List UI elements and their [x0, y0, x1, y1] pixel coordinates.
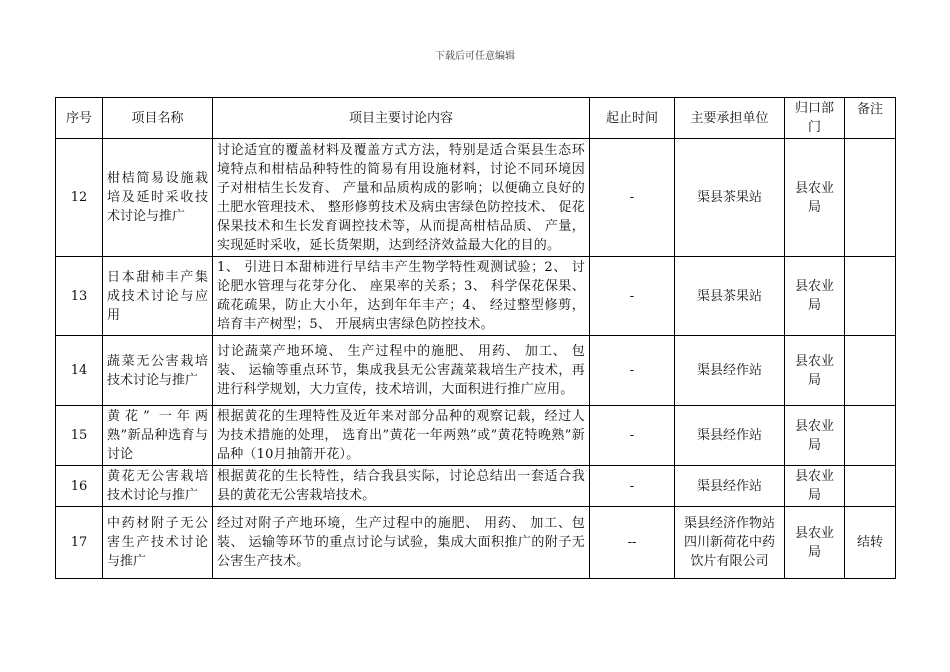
row-dept: 县农业局	[785, 466, 845, 507]
row-remark	[845, 336, 896, 406]
row-remark	[845, 466, 896, 507]
row-no: 17	[56, 507, 103, 579]
row-dept: 县农业局	[785, 507, 845, 579]
header-name: 项目名称	[103, 98, 213, 139]
row-period: --	[590, 507, 675, 579]
row-no: 15	[56, 406, 103, 466]
row-content: 根据黄花的生长特性，结合我县实际，讨论总结出一套适合我县的黄花无公害栽培技术。	[213, 466, 590, 507]
row-project-name: 黄花” 一年两熟”新品种选育与讨论	[103, 406, 213, 466]
header-remark: 备注	[845, 98, 896, 139]
row-project-name: 日本甜柿丰产集成技术讨论与应用	[103, 257, 213, 336]
row-remark	[845, 406, 896, 466]
row-period: -	[590, 257, 675, 336]
row-unit: 渠县经济作物站四川新荷花中药饮片有限公司	[675, 507, 785, 579]
row-dept: 县农业局	[785, 406, 845, 466]
row-period: -	[590, 466, 675, 507]
row-period: -	[590, 139, 675, 257]
row-content: 讨论适宜的覆盖材料及覆盖方式方法，特别是适合渠县生态环境特点和柑桔品种特性的简易有用设施材料，讨论不同环境因子对柑桔生长发育、 产量和品质构成的影响；以便确立良好的土肥水管理技术、 整形修剪技术及病虫害绿色防控技术、 促花保果技术和生长发育调控技术等，从而提高柑桔品质、 产量，实现延时采收，延长货架期，达到经济效益最大化的目的。	[213, 139, 590, 257]
row-project-name: 中药材附子无公害生产技术讨论与推广	[103, 507, 213, 579]
table-header-row	[56, 98, 896, 139]
row-project-name: 蔬菜无公害栽培技术讨论与推广	[103, 336, 213, 406]
row-period: -	[590, 406, 675, 466]
row-unit: 渠县茶果站	[675, 139, 785, 257]
header-unit: 主要承担单位	[675, 98, 785, 139]
row-remark	[845, 257, 896, 336]
row-content: 1、 引进日本甜柿进行早结丰产生物学特性观测试验；2、 讨论肥水管理与花芽分化、 座果率的关系；3、 科学保花保果、 疏花疏果，防止大小年，达到年年丰产；4、 经过整型修剪，培育丰产树型；5、 开展病虫害绿色防控技术。	[213, 257, 590, 336]
page-header-note: 下载后可任意编辑	[435, 51, 515, 62]
row-dept: 县农业局	[785, 336, 845, 406]
row-project-name: 黄花无公害栽培技术讨论与推广	[103, 466, 213, 507]
header-dept: 归口部门	[785, 98, 845, 139]
table-row	[56, 257, 896, 336]
table-row	[56, 336, 896, 406]
row-no: 13	[56, 257, 103, 336]
row-dept: 县农业局	[785, 139, 845, 257]
row-project-name: 柑桔简易设施栽培及延时采收技术讨论与推广	[103, 139, 213, 257]
row-no: 12	[56, 139, 103, 257]
row-content: 讨论蔬菜产地环境、 生产过程中的施肥、 用药、 加工、 包装、 运输等重点环节，集成我县无公害蔬菜栽培生产技术，再进行科学规划，大力宣传，技术培训，大面积进行推广应用。	[213, 336, 590, 406]
row-unit: 渠县经作站	[675, 466, 785, 507]
table-row	[56, 406, 896, 466]
row-period: -	[590, 336, 675, 406]
row-no: 14	[56, 336, 103, 406]
row-unit: 渠县经作站	[675, 406, 785, 466]
table-row	[56, 507, 896, 579]
row-content: 经过对附子产地环境，生产过程中的施肥、 用药、 加工、包装、 运输等环节的重点讨论与试验，集成大面积推广的附子无公害生产技术。	[213, 507, 590, 579]
row-content: 根据黄花的生理特性及近年来对部分品种的观察记载，经过人为技术措施的处理， 选育出”黄花一年两熟”或”黄花特晚熟”新品种（10月抽箭开花）。	[213, 406, 590, 466]
row-no: 16	[56, 466, 103, 507]
table-row	[56, 139, 896, 257]
row-unit: 渠县经作站	[675, 336, 785, 406]
row-unit: 渠县茶果站	[675, 257, 785, 336]
header-period: 起止时间	[590, 98, 675, 139]
project-table	[55, 97, 896, 579]
row-dept: 县农业局	[785, 257, 845, 336]
header-content: 项目主要讨论内容	[213, 98, 590, 139]
row-remark: 结转	[845, 507, 896, 579]
header-no: 序号	[56, 98, 103, 139]
table-row	[56, 466, 896, 507]
row-remark	[845, 139, 896, 257]
